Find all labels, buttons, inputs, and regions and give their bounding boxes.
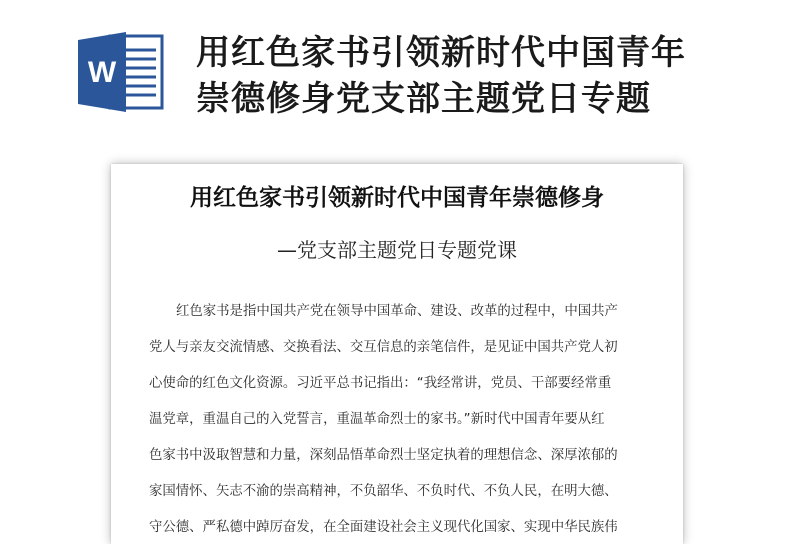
header-title-line-1: 用红色家书引领新时代中国青年 — [196, 33, 686, 73]
body-line: 心使命的红色文化资源。习近平总书记指出：“我经常讲，党员、干部要经常重 — [149, 376, 612, 391]
word-icon-letter: W — [87, 56, 117, 89]
header-title — [196, 30, 786, 122]
header-title-line-2: 崇德修身党支部主题党日专题 — [196, 79, 651, 119]
document-body — [149, 294, 645, 544]
body-line: 色家书中汲取智慧和力量，深刻品悟革命烈士坚定执着的理想信念、深厚浓郁的 — [149, 448, 618, 463]
word-document-icon — [76, 30, 164, 114]
body-line: 家国情怀、矢志不渝的崇高精神，不负韶华、不负时代、不负人民，在明大德、 — [149, 484, 618, 499]
document-subtitle: —党支部主题党日专题党课 — [277, 238, 517, 262]
body-line: 党人与亲友交流情感、交换看法、交互信息的亲笔信件，是见证中国共产党人初 — [149, 340, 618, 355]
body-line: 红色家书是指中国共产党在领导中国革命、建设、改革的过程中，中国共产 — [176, 304, 618, 319]
document-page — [111, 164, 683, 544]
document-title: 用红色家书引领新时代中国青年崇德修身 — [190, 185, 604, 211]
body-line: 守公德、严私德中踔厉奋发，在全面建设社会主义现代化国家、实现中华民族伟 — [149, 520, 618, 535]
body-line: 温党章，重温自己的入党誓言，重温革命烈士的家书。”新时代中国青年要从红 — [149, 412, 605, 427]
header — [0, 0, 800, 150]
